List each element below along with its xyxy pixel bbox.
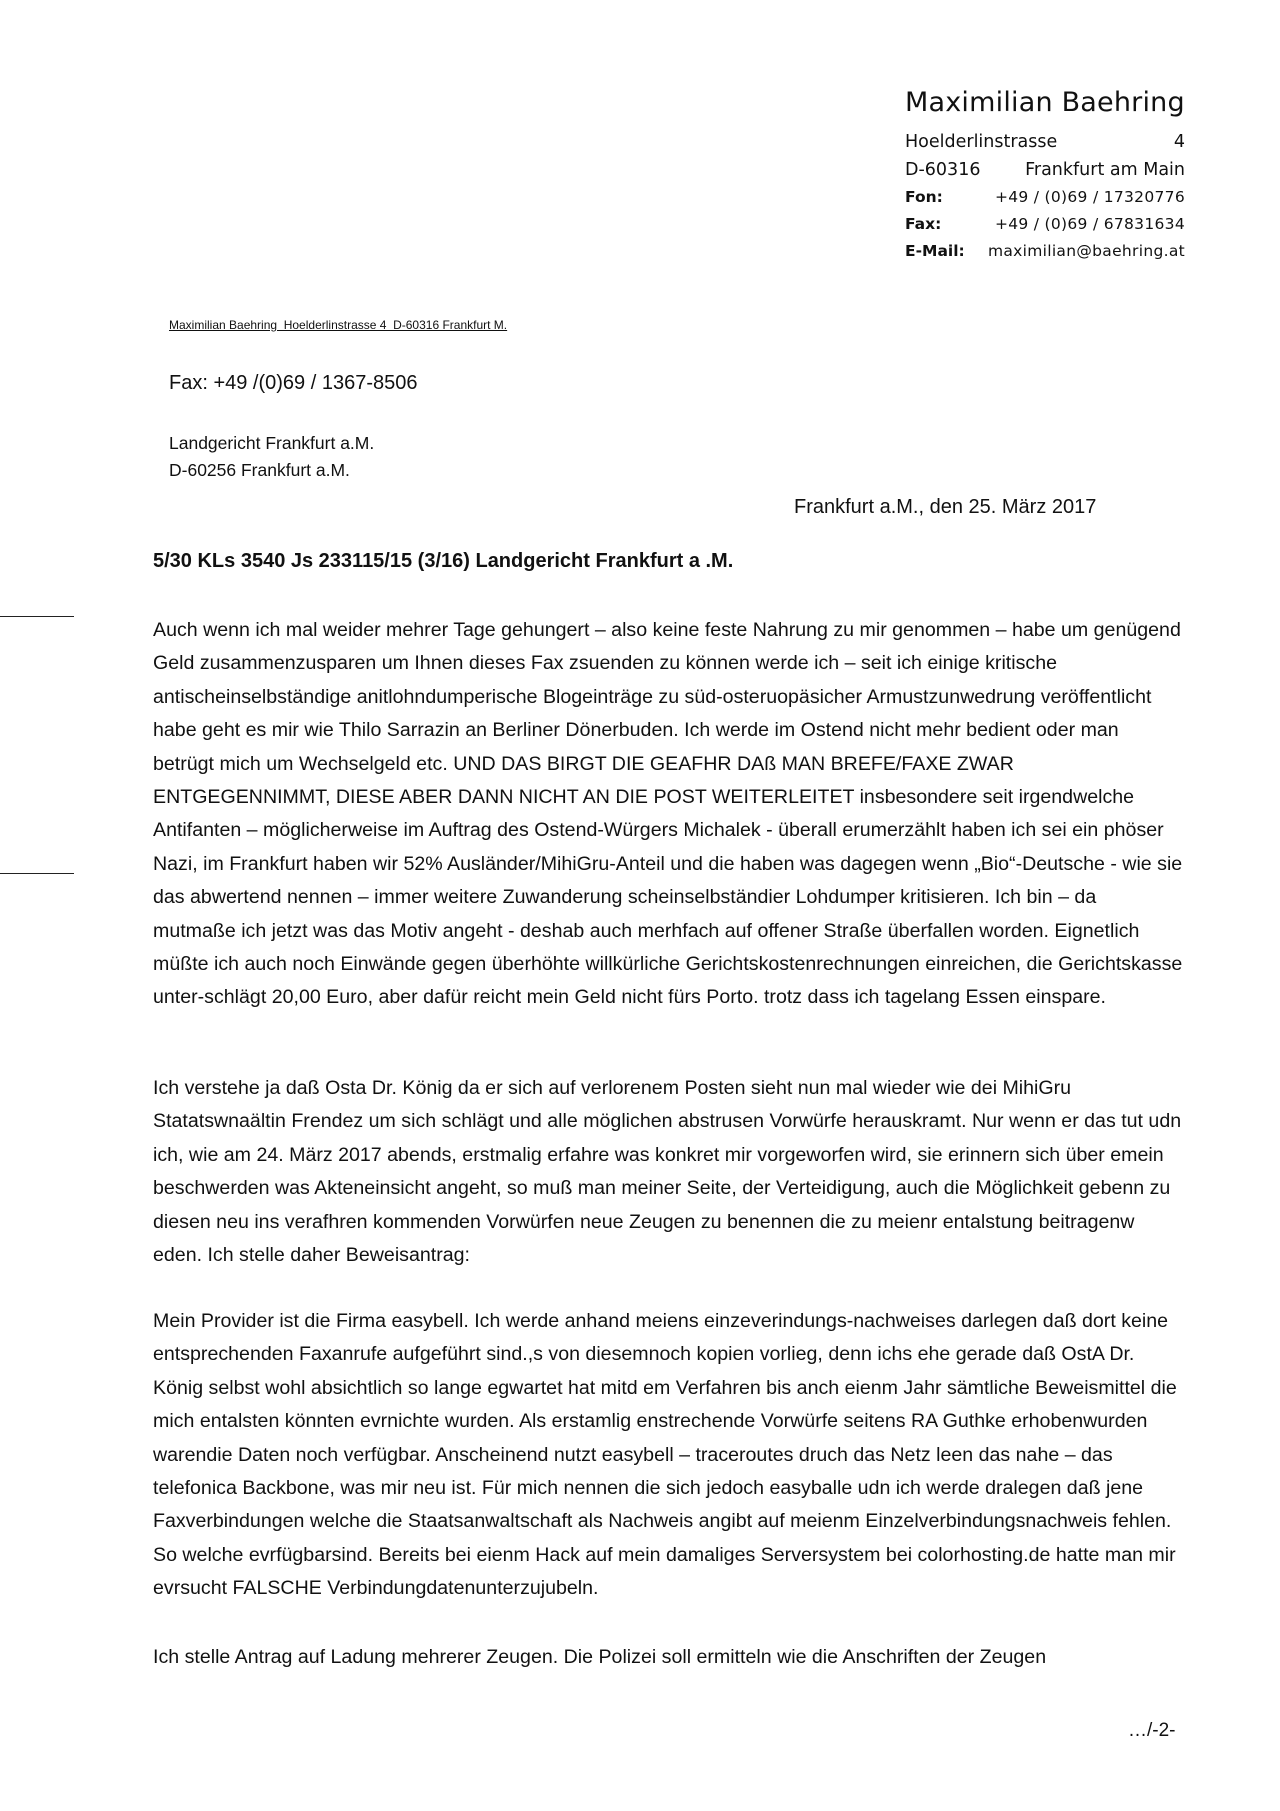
letterhead-fax-row — [905, 211, 1185, 238]
recipient-line-1: Landgericht Frankfurt a.M. — [169, 433, 375, 453]
letterhead-email-row — [905, 238, 1185, 265]
sender-return-address: Maximilian Baehring Hoelderlinstrasse 4 D-60316 Frankfurt M. — [169, 318, 508, 332]
fold-mark-middle — [0, 873, 74, 874]
letterhead-street-row — [905, 128, 1185, 156]
body-paragraph-1: Auch wenn ich mal weider mehrer Tage gehungert – also keine feste Nahrung zu mir genommen – habe um genügend Geld zusammenzusparen um Ihnen dieses Fax zsuenden zu können werde ich – seit ich einige kritische antischeinselbständige anitlohndumperische Blogeinträge zu süd-osteruopäsicher Armustzunwedrung veröffentlicht habe geht es mir wie Thilo Sarrazin an Berliner Dönerbuden. Ich werde im Ostend nicht mehr bedient oder man betrügt mich um Wechselgeld etc. UND DAS BIRGT DIE GEAFHR DAß MAN BREFE/FAXE ZWAR ENTGEGENNIMMT, DIESE ABER DANN NICHT AN DIE POST WEITERLEITET insbesondere seit irgendwelche Antifanten – möglicherweise im Auftrag des Ostend-Würgers Michalek - überall erumerzählt haben ich sei ein phöser Nazi, im Frankfurt haben wir 52% Ausländer/MihiGru-Anteil und die haben was dagegen wenn „Bio“-Deutsche - wie sie das abwertend nennen – immer weitere Zuwanderung scheinselbständier Lohdumper kritisieren. Ich bin – da mutmaße ich jetzt was das Motiv angeht - deshab auch merhfach auf offener Straße überfallen worden. Eignetlich müßte ich auch noch Einwände gegen überhöhte willkürliche Gerichtskostenrechnungen einreichen, die Gerichtskasse unter-schlägt 20,00 Euro, aber dafür reicht mein Geld nicht fürs Porto. trotz dass ich tagelang Essen einspare. — [153, 619, 1183, 1009]
letterhead-fon-value: +49 / (0)69 / 17320776 — [994, 188, 1185, 206]
page-continuation-marker: …/-2- — [1128, 1720, 1176, 1741]
body-paragraph-3: Mein Provider ist die Firma easybell. Ich werde anhand meiens einzeverindungs-nachweises darlegen daß dort keine entsprechenden Faxanrufe aufgeführt sind.,s von diesemnoch kopien vorlieg, denn ichs ehe gerade daß OstA Dr. König selbst wohl absichtlich so lange egwartet hat mitd em Verfahren bis anch eienm Jahr sämtliche Beweismittel die mich entalsten könnten evrnichte wurden. Als erstamlig enstrechende Vorwürfe seitens RA Guthke erhobenwurden warendie Daten noch verfügbar. Anscheinend nutzt easybell – traceroutes druch das Netz leen das nahe – das telefonica Backbone, was mir neu ist. Für mich nennen die sich jedoch easyballe udn ich werde dralegen daß jene Faxverbindungen welche die Staatsanwaltschaft als Nachweis angibt auf meienm Einzelverbindungsnachweis fehlen. So welche evrfügbarsind. Bereits bei eienm Hack auf mein damaliges Serversystem bei colorhosting.de hatte man mir evrsucht FALSCHE Verbindungdatenunterzujubeln. — [153, 1310, 1177, 1600]
letterhead-fon-row — [905, 184, 1185, 211]
letterhead — [905, 86, 1185, 265]
body-paragraph-2: Ich verstehe ja daß Osta Dr. König da er sich auf verlorenem Posten sieht nun mal wieder wie dei MihiGru Statatswnaältin Frendez um sich schlägt und alle möglichen abstrusen Vorwürfe herauskramt. Nur wenn er das tut udn ich, wie am 24. März 2017 abends, erstmalig erfahre was konkret mir vorgeworfen wird, sie erinnern sich über emein beschwerden was Akteneinsicht angeht, so muß man meiner Seite, der Verteidigung, auch die Möglichkeit gebenn zu diesen neu ins verafhren kommenden Vorwürfen neue Zeugen zu benennen die zu meienr entalstung beitragenw eden. Ich stelle daher Beweisantrag: — [153, 1077, 1182, 1267]
letterhead-house-number: 4 — [1173, 132, 1185, 152]
letterhead-email-label: E-Mail: — [905, 242, 965, 260]
letter-date: Frankfurt a.M., den 25. März 2017 — [794, 496, 1097, 518]
letterhead-email-value: maximilian@baehring.at — [987, 242, 1185, 260]
letterhead-postal-code: D-60316 — [905, 160, 981, 180]
letterhead-fon-label: Fon: — [905, 188, 943, 206]
fold-mark-top — [0, 616, 74, 617]
recipient-address — [169, 430, 374, 484]
letterhead-fax-value: +49 / (0)69 / 67831634 — [994, 215, 1185, 233]
letter-subject: 5/30 KLs 3540 Js 233115/15 (3/16) Landgericht Frankfurt a .M. — [153, 550, 734, 572]
letterhead-name: Maximilian Baehring — [905, 87, 1185, 118]
letterhead-city: Frankfurt am Main — [1025, 160, 1185, 180]
recipient-line-2: D-60256 Frankfurt a.M. — [169, 460, 350, 480]
body-paragraph-4: Ich stelle Antrag auf Ladung mehrerer Zeugen. Die Polizei soll ermitteln wie die Anschriften der Zeugen — [153, 1646, 1047, 1668]
recipient-fax-number: Fax: +49 /(0)69 / 1367-8506 — [169, 372, 418, 394]
letterhead-street: Hoelderlinstrasse — [905, 132, 1058, 152]
letterhead-fax-label: Fax: — [905, 215, 942, 233]
letterhead-city-row — [905, 156, 1185, 184]
